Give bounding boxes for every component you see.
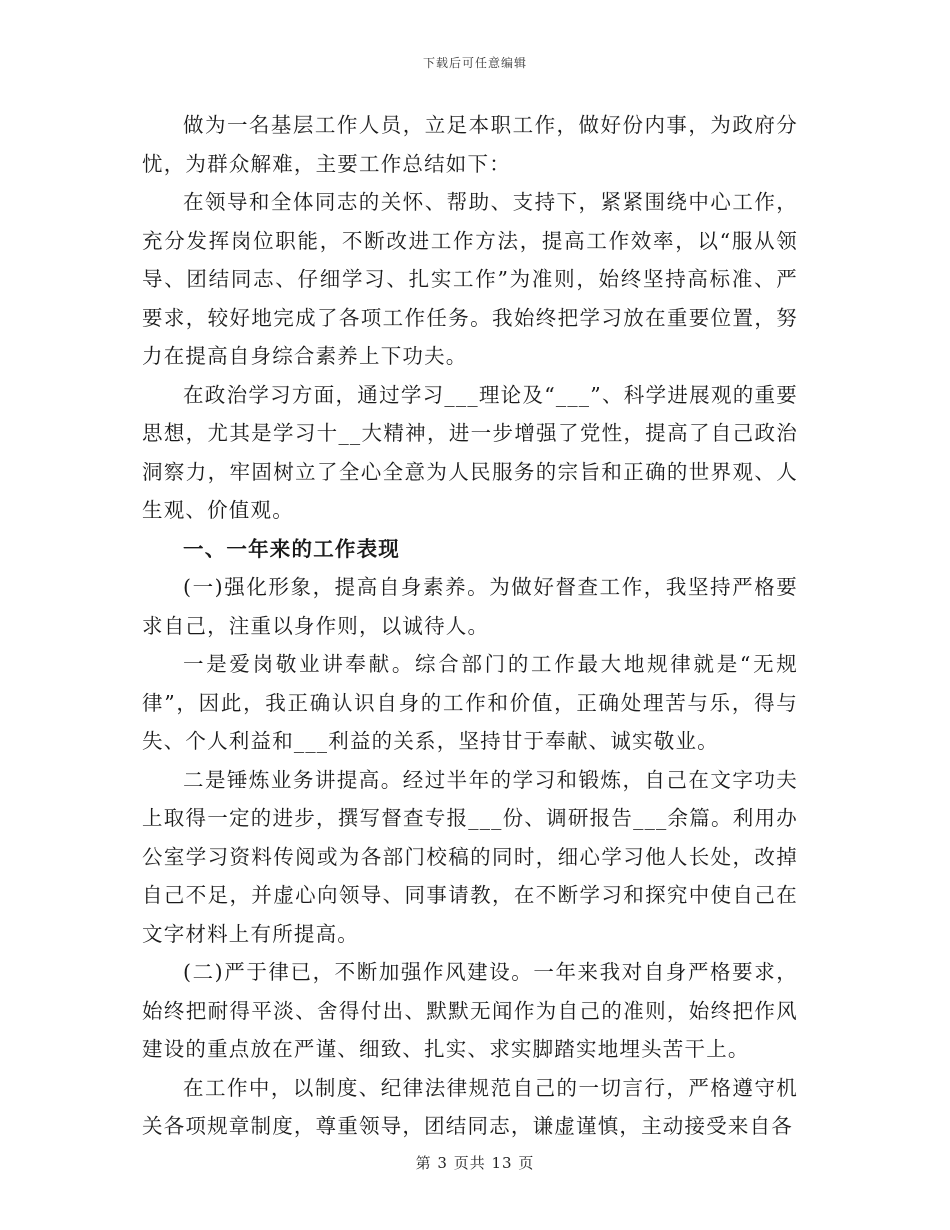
paragraph-image-quality: (一)强化形象，提高自身素养。为做好督查工作，我坚持严格要求自己，注重以身作则，以诚待人。 — [142, 575, 798, 638]
page-number: 第 3 页共 13 页 — [415, 1154, 535, 1172]
paragraph-conduct: 在工作中，以制度、纪律法律规范自己的一切言行，严格遵守机关各项规章制度，尊重领导，团结同志，谦虚谨慎，主动接受来自各 — [142, 1075, 798, 1138]
paragraph-work-overview: 在领导和全体同志的关怀、帮助、支持下，紧紧围绕中心工作，充分发挥岗位职能，不断改进工作方法，提高工作效率，以“服从领导、团结同志、仔细学习、扎实工作”为准则，始终坚持高标准、严要求，较好地完成了各项工作任务。我始终把学习放在重要位置，努力在提高自身综合素养上下功夫。 — [142, 190, 798, 368]
paragraph-intro: 做为一名基层工作人员，立足本职工作，做好份内事，为政府分忧，为群众解难，主要工作总结如下： — [142, 113, 798, 176]
document-body — [142, 106, 798, 1146]
section-heading: 一、一年来的工作表现 — [183, 536, 400, 561]
page-header: 下载后可任意编辑 — [422, 56, 527, 70]
paragraph-dedication: 一是爱岗敬业讲奉献。综合部门的工作最大地规律就是“无规律”，因此，我正确认识自身的工作和价值，正确处理苦与乐，得与失、个人利益和___利益的关系，坚持甘于奉献、诚实敬业。 — [142, 652, 798, 753]
paragraph-skills: 二是锤炼业务讲提高。经过半年的学习和锻炼，自己在文字功夫上取得一定的进步，撰写督查专报___份、调研报告___余篇。利用办公室学习资料传阅或为各部门校稿的同时，细心学习他人长处，改掉自己不足，并虚心向领导、同事请教，在不断学习和探究中使自己在文字材料上有所提高。 — [142, 767, 798, 946]
paragraph-discipline: (二)严于律已，不断加强作风建设。一年来我对自身严格要求，始终把耐得平淡、舍得付出、默默无闻作为自己的准则，始终把作风建设的重点放在严谨、细致、扎实、求实脚踏实地埋头苦干上。 — [142, 960, 798, 1061]
paragraph-political-study: 在政治学习方面，通过学习___理论及“___”、科学进展观的重要思想，尤其是学习十__大精神，进一步增强了党性，提高了自己政治洞察力，牢固树立了全心全意为人民服务的宗旨和正确的世界观、人生观、价值观。 — [142, 382, 798, 522]
